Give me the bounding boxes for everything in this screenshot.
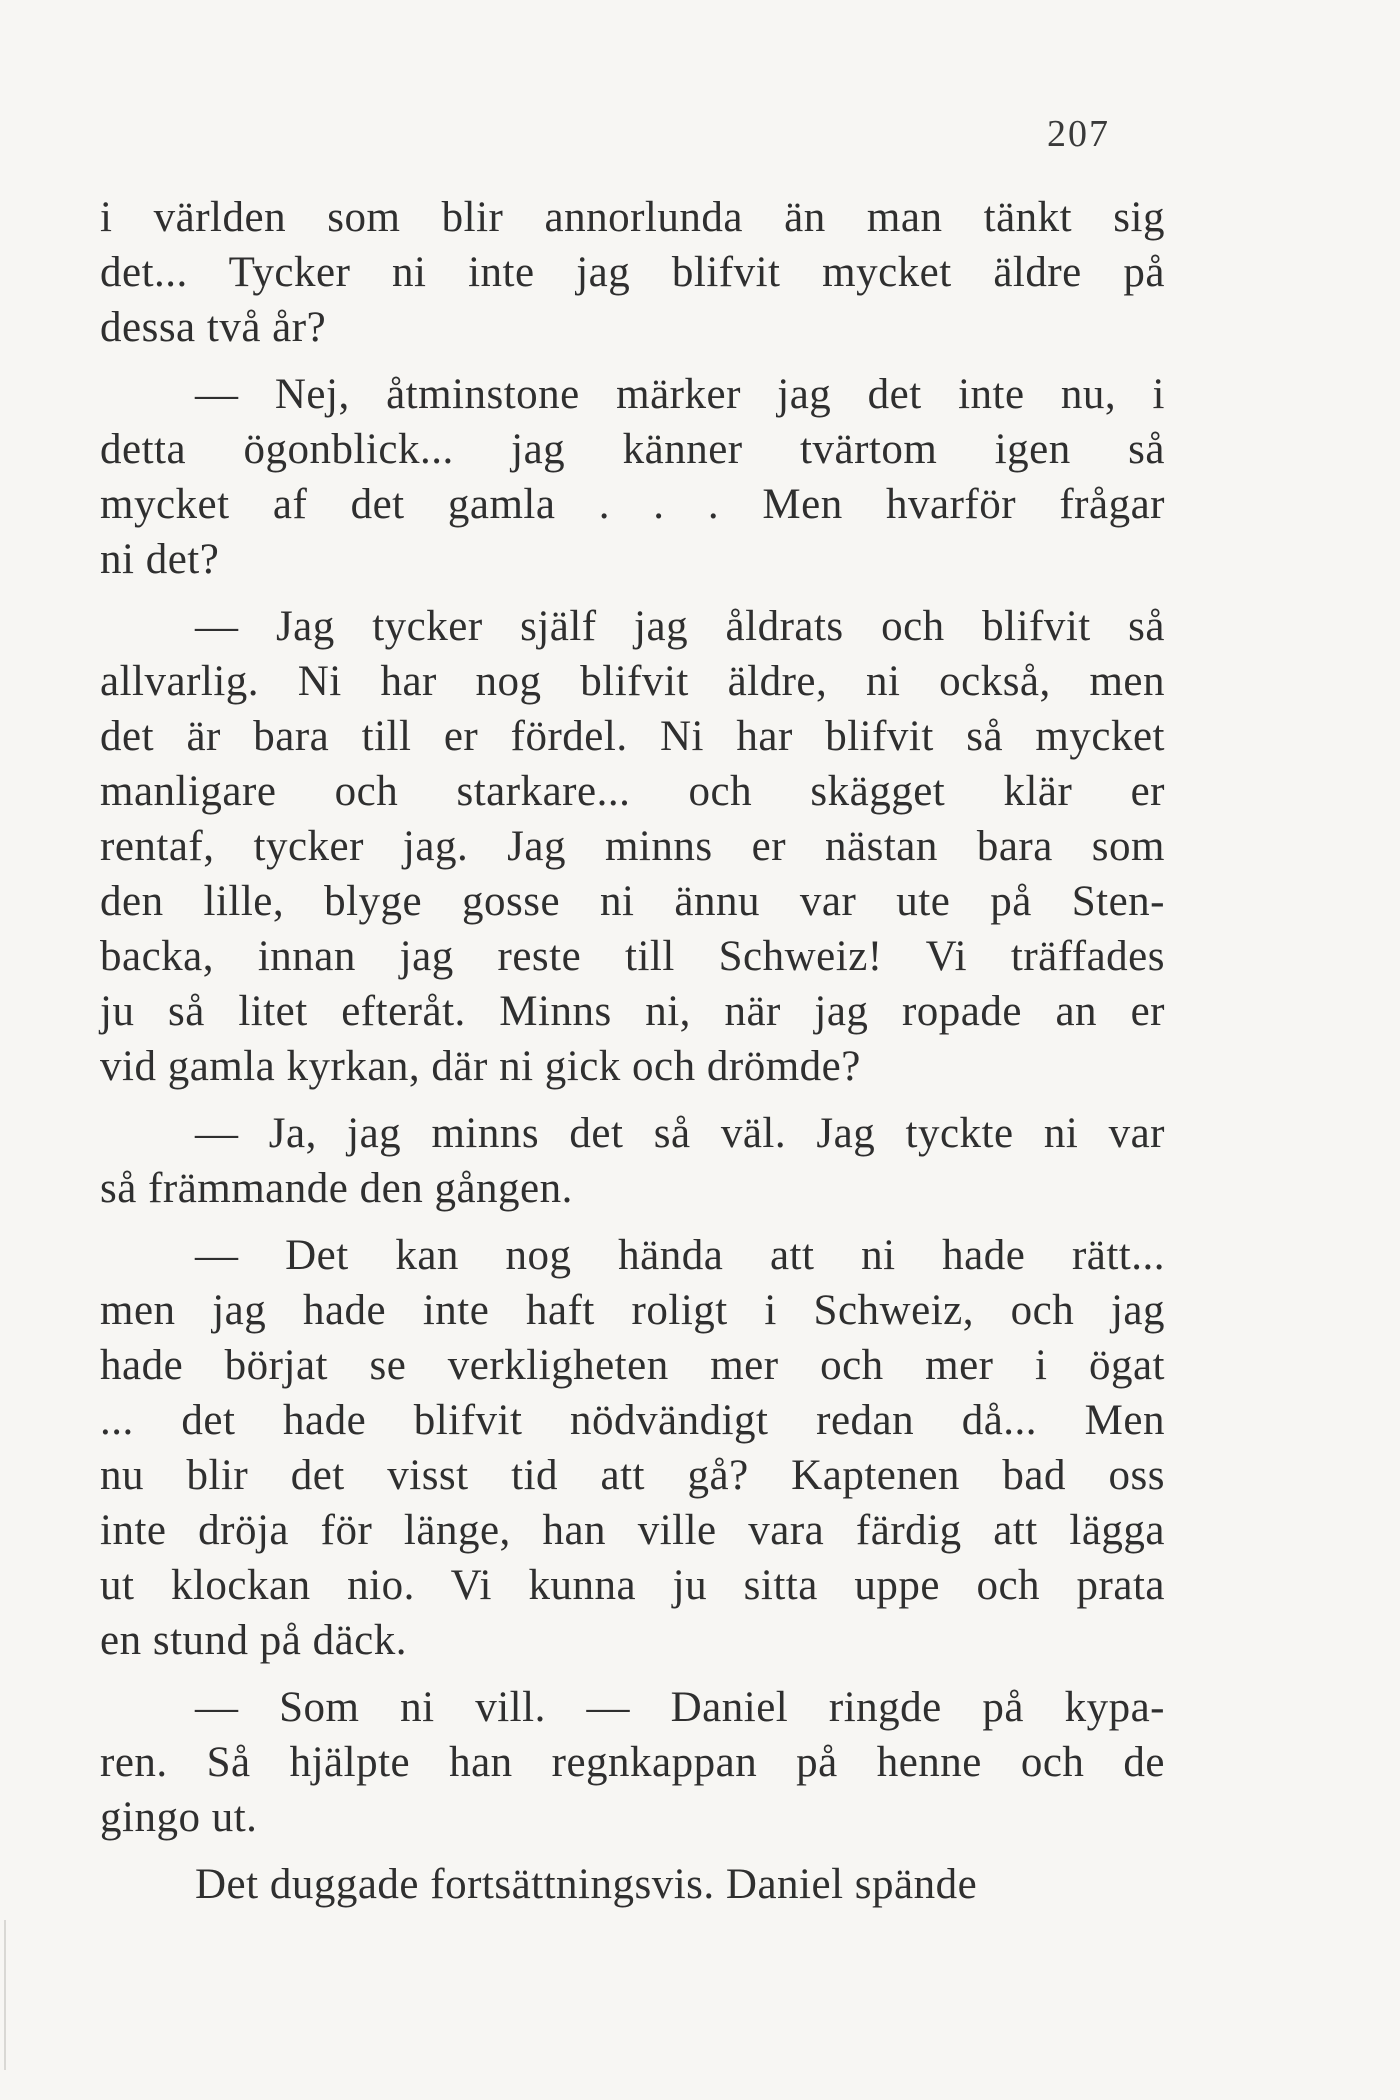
text-line: — Ja, jag minns det så väl. Jag tyckte ni var <box>195 1110 1165 1157</box>
text-line: backa, innan jag reste till Schweiz! Vi träffades <box>100 933 1165 980</box>
text-line: i världen som blir annorlunda än man tänkt sig <box>100 194 1165 241</box>
paragraph <box>100 1228 1165 1668</box>
text-line: — Nej, åtminstone märker jag det inte nu, i <box>195 371 1165 418</box>
text-line: men jag hade inte haft roligt i Schweiz, och jag <box>100 1287 1165 1334</box>
body-text <box>100 190 1165 1912</box>
text-line: allvarlig. Ni har nog blifvit äldre, ni också, men <box>100 658 1165 705</box>
text-line: Det duggade fortsättningsvis. Daniel spände <box>195 1861 978 1908</box>
text-line: så främmande den gången. <box>100 1165 573 1212</box>
text-line: det... Tycker ni inte jag blifvit mycket äldre på <box>100 249 1165 296</box>
text-line: — Som ni vill. — Daniel ringde på kypa- <box>195 1684 1165 1731</box>
text-line: detta ögonblick... jag känner tvärtom igen så <box>100 426 1165 473</box>
text-line: den lille, blyge gosse ni ännu var ute på Sten- <box>100 878 1165 925</box>
paragraph <box>100 367 1165 587</box>
text-line: en stund på däck. <box>100 1617 408 1664</box>
text-line: hade börjat se verkligheten mer och mer i ögat <box>100 1342 1165 1389</box>
paragraph <box>100 1857 1165 1912</box>
text-line: ut klockan nio. Vi kunna ju sitta uppe och prata <box>100 1562 1165 1609</box>
text-line: nu blir det visst tid att gå? Kaptenen bad oss <box>100 1452 1165 1499</box>
text-line: — Det kan nog hända att ni hade rätt... <box>195 1232 1165 1279</box>
text-line: det är bara till er fördel. Ni har blifvit så mycket <box>100 713 1165 760</box>
text-line: ju så litet efteråt. Minns ni, när jag ropade an er <box>100 988 1165 1035</box>
paragraph <box>100 1106 1165 1216</box>
text-line: gingo ut. <box>100 1794 258 1841</box>
paragraph <box>100 1680 1165 1845</box>
paragraph <box>100 599 1165 1094</box>
text-line: manligare och starkare... och skägget klär er <box>100 768 1165 815</box>
page-number: 207 <box>1047 113 1110 155</box>
text-line: — Jag tycker själf jag åldrats och blifvit så <box>195 603 1165 650</box>
text-line: mycket af det gamla . . . Men hvarför frågar <box>100 481 1165 528</box>
scan-edge-mark <box>4 1920 6 2070</box>
text-line: inte dröja för länge, han ville vara färdig att lägga <box>100 1507 1165 1554</box>
text-line: rentaf, tycker jag. Jag minns er nästan bara som <box>100 823 1165 870</box>
paragraph <box>100 190 1165 355</box>
text-line: vid gamla kyrkan, där ni gick och drömde? <box>100 1043 861 1090</box>
text-line: dessa två år? <box>100 304 327 351</box>
text-line: ni det? <box>100 536 220 583</box>
text-line: ... det hade blifvit nödvändigt redan då... Men <box>100 1397 1165 1444</box>
text-line: ren. Så hjälpte han regnkappan på henne och de <box>100 1739 1165 1786</box>
